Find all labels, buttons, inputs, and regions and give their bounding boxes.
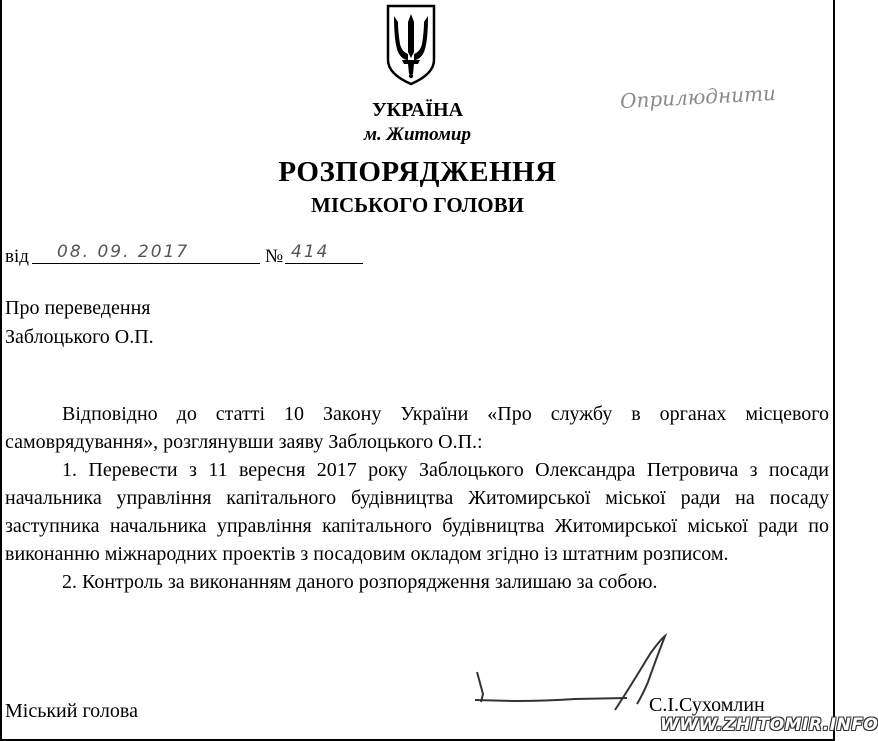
number-label: № — [265, 246, 284, 267]
body-item-1: 1. Перевести з 11 вересня 2017 року Заблоцького Олександра Петровича з посади начальника управління капітального будівництва Житомирської міської ради на посаду заступника начальника управління капітального будівництва Житомирської міської ради по виконанню міжнародних проектів з посадовим окладом згідно із штатним розписом. — [5, 459, 829, 565]
handwritten-note: Оприлюднити — [619, 80, 777, 114]
subject-line-1: Про переведення — [5, 297, 151, 319]
body-intro: Відповідно до статті 10 Закону України «Про службу в органах місцевого самоврядування», розглянувши заяву Заблоцького О.П.: — [5, 403, 829, 453]
date-value: 08. 09. 2017 — [32, 242, 260, 264]
document-subtitle: МІСЬКОГО ГОЛОВИ — [311, 193, 524, 217]
subject-block — [5, 294, 154, 352]
body-item-2: 2. Контроль за виконанням даного розпорядження залишаю за собою. — [62, 571, 658, 593]
trident-emblem-icon — [384, 2, 438, 86]
signer-position: Міський голова — [5, 700, 138, 722]
number-value: 414 — [285, 242, 363, 264]
signer-name: С.І.Сухомлин — [649, 694, 765, 716]
document-body — [5, 400, 829, 596]
site-watermark: WWW.ZHITOMIR.INFO — [660, 715, 878, 735]
country-name: УКРАЇНА — [371, 99, 464, 121]
city-name: м. Житомир — [364, 124, 471, 145]
document-title: РОЗПОРЯДЖЕННЯ — [278, 156, 557, 188]
date-label: від — [5, 246, 29, 267]
subject-line-2: Заблоцького О.П. — [5, 326, 154, 348]
